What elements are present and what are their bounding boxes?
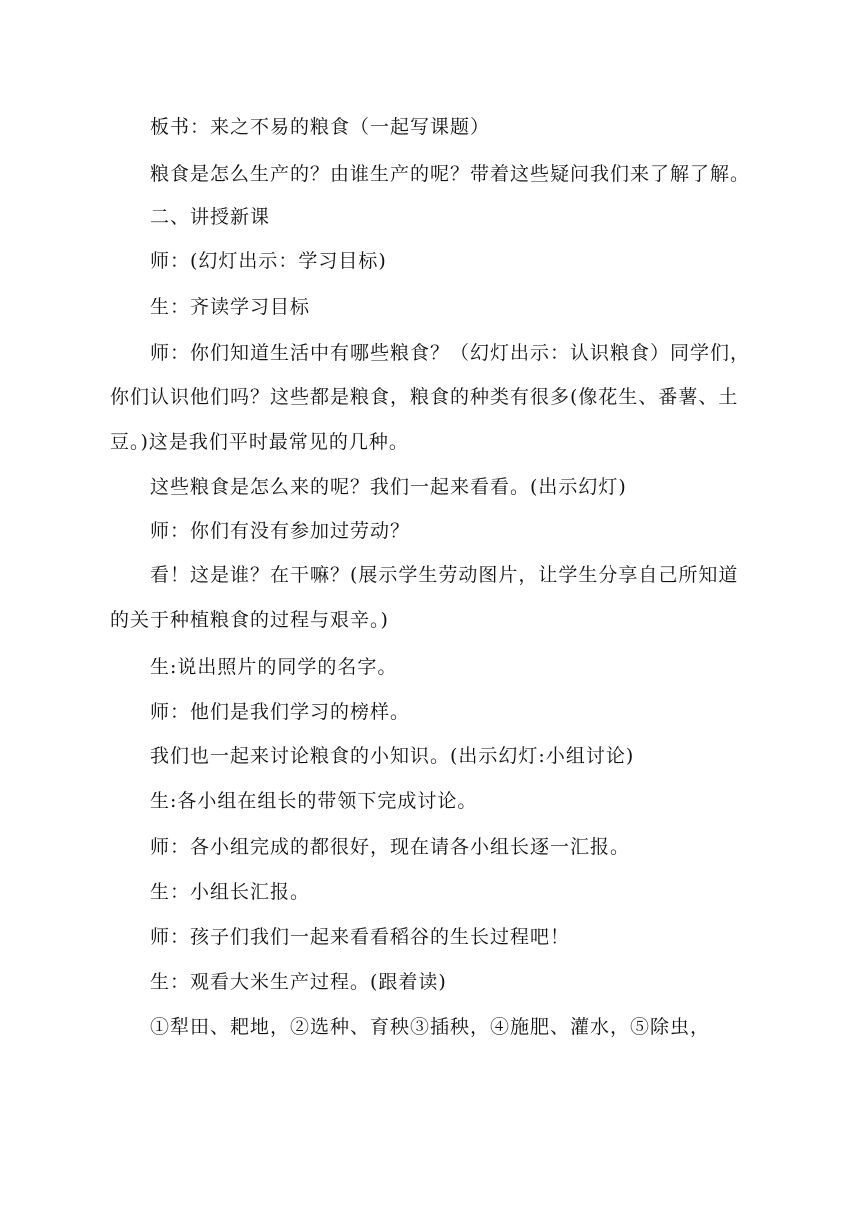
text-line: 看！这是谁？在干嘛？(展示学生劳动图片，让学生分享自己所知道 [150, 564, 739, 586]
text-line: 师：他们是我们学习的榜样。 [150, 701, 411, 723]
text-line: 你们认识他们吗？这些都是粮食，粮食的种类有很多(像花生、番薯、土 [110, 386, 739, 408]
section-heading: 二、讲授新课 [150, 206, 271, 228]
text-line: 师：你们知道生活中有哪些粮食？（幻灯出示：认识粮食）同学们， [150, 342, 751, 364]
text-line: 豆。)这是我们平时最常见的几种。 [110, 431, 409, 453]
text-line: 师：(幻灯出示：学习目标) [150, 250, 387, 272]
text-line: 师：孩子们我们一起来看看稻谷的生长过程吧！ [150, 926, 571, 948]
text-line: 生：观看大米生产过程。(跟着读) [150, 971, 447, 993]
text-line: 师：各小组完成的都很好，现在请各小组长逐一汇报。 [150, 836, 631, 858]
text-line: 的关于种植粮食的过程与艰辛。) [110, 609, 389, 631]
text-line: 生：小组长汇报。 [150, 881, 311, 903]
text-line: 粮食是怎么生产的？由谁生产的呢？带着这些疑问我们来了解了解。 [150, 163, 751, 185]
text-line: 这些粮食是怎么来的呢？我们一起来看看。(出示幻灯) [150, 476, 627, 498]
text-line: 我们也一起来讨论粮食的小知识。(出示幻灯:小组讨论) [150, 745, 635, 767]
text-line: 板书：来之不易的粮食（一起写课题） [150, 116, 491, 138]
text-line: 师：你们有没有参加过劳动？ [150, 520, 411, 542]
text-line: ①犁田、耙地，②选种、育秧③插秧，④施肥、灌水，⑤除虫， [150, 1016, 711, 1038]
text-line: 生:各小组在组长的带领下完成讨论。 [150, 790, 478, 812]
text-line: 生：齐读学习目标 [150, 296, 311, 318]
text-line: 生:说出照片的同学的名字。 [150, 656, 398, 678]
